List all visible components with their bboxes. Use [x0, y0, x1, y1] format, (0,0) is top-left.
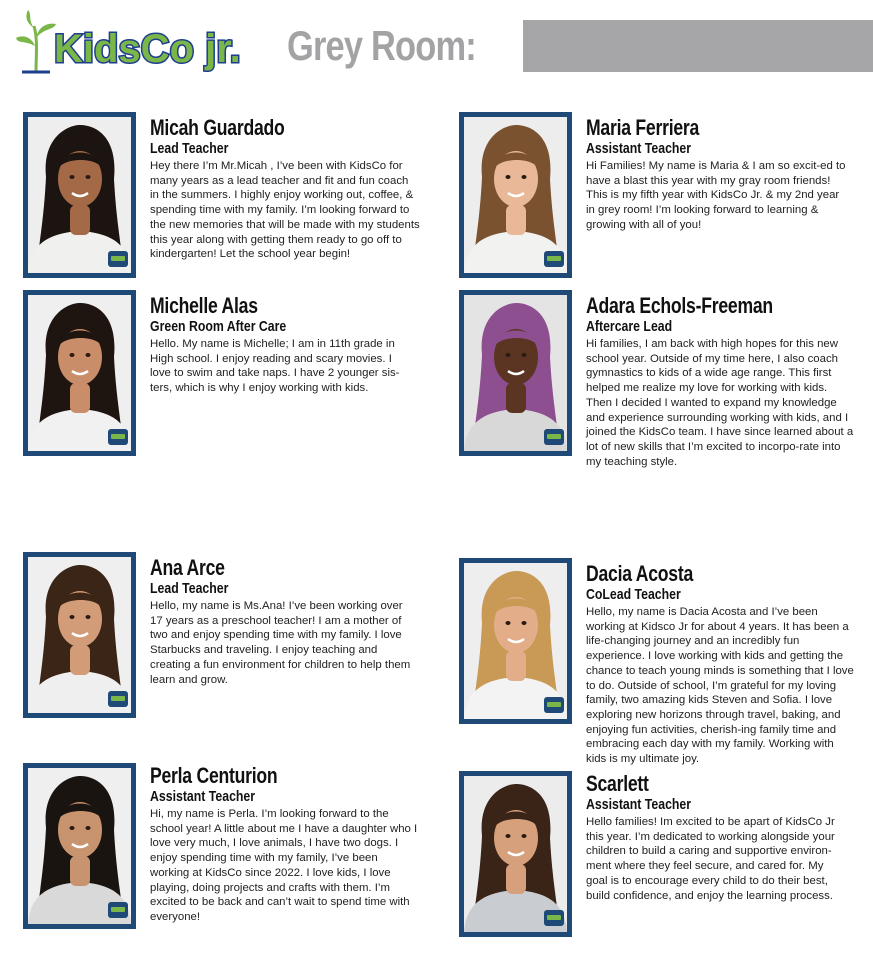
staff-role: CoLead Teacher — [586, 586, 681, 603]
staff-name: Perla Centurion — [150, 763, 278, 788]
staff-info — [150, 763, 420, 925]
staff-role: Assistant Teacher — [150, 788, 256, 805]
staff-name: Scarlett — [586, 771, 649, 796]
staff-photo — [459, 290, 572, 456]
portrait-icon — [464, 295, 567, 451]
staff-name: Adara Echols-Freeman — [586, 293, 773, 318]
portrait-icon — [464, 563, 567, 719]
staff-bio: Hello, my name is Ms.Ana! I’ve been working over 17 years as a preschool teacher! I am a mother of two and enjoy spending time with my family. I love Starbucks and traveling. I enjoy teaching and creating a fun environment for children to help them learn and grow. — [150, 600, 411, 686]
staff-info — [150, 115, 420, 262]
portrait-icon — [28, 768, 131, 924]
staff-info — [150, 555, 418, 687]
staff-role: Assistant Teacher — [586, 140, 692, 157]
staff-info — [586, 561, 854, 767]
staff-photo — [23, 552, 136, 718]
staff-photo — [23, 763, 136, 929]
staff-name: Micah Guardado — [150, 115, 285, 140]
staff-photo — [459, 558, 572, 724]
staff-bio: Hello families! Im excited to be apart of KidsCo Jr this year. I’m dedicated to working alongside your children to build a caring and supportive environ-ment where they feel secure, and cared for. My goal is to encourage every child to do their best, build confidence, and enjoy the learning process. — [586, 816, 835, 902]
staff-name: Maria Ferriera — [586, 115, 700, 140]
grey-banner — [523, 20, 873, 72]
staff-role: Lead Teacher — [150, 580, 229, 597]
staff-bio: Hey there I’m Mr.Micah , I’ve been with KidsCo for many years as a lead teacher and fit and fun coach in the summers. I highly enjoy working out, coffee, & spending time with my family. I’m looking forward to the new memories that will be made with my students this year along with getting them ready to go off to kindergarten! Let the school year begin! — [150, 160, 420, 261]
staff-bio: Hi families, I am back with high hopes for this new school year. Outside of my time here, I also coach gymnastics to kids of a wide age range. This first helped me realize my love for working with kids. Then I decided I wanted to expand my knowledge and experience surrounding working with kids, and I joined the KidsCo team. I have since learned about a lot of new skills that I’m excited to incorpo-rate into my teaching style. — [586, 338, 854, 468]
staff-photo — [23, 290, 136, 456]
kidsco-logo — [14, 10, 264, 80]
staff-name: Ana Arce — [150, 555, 225, 580]
portrait-icon — [28, 295, 131, 451]
portrait-icon — [28, 117, 131, 273]
staff-name: Dacia Acosta — [586, 561, 694, 586]
staff-bio: Hello, my name is Dacia Acosta and I’ve been working at Kidsco Jr for about 4 years. It has been a life-changing journey and an incredibly fun experience. I love working with kids and getting the chance to teach young minds is something that I love to do. Outside of school, I’m grateful for my loving family, two amazing kids Steven and Sofia. I love exploring new horizons through travel, baking, and enjoying fun activities, cherish-ing family time and embracing each day with my family. Working with kids is my ultimate joy. — [586, 606, 854, 766]
staff-info — [586, 771, 848, 903]
staff-photo — [459, 771, 572, 937]
portrait-icon — [464, 117, 567, 273]
header — [0, 0, 873, 90]
logo-text: KidsCo jr. — [54, 27, 241, 71]
staff-photo — [23, 112, 136, 278]
staff-role: Lead Teacher — [150, 140, 229, 157]
staff-info — [586, 293, 854, 469]
portrait-icon — [464, 776, 567, 932]
staff-name: Michelle Alas — [150, 293, 258, 318]
staff-info — [586, 115, 848, 233]
staff-role: Aftercare Lead — [586, 318, 673, 335]
staff-role: Green Room After Care — [150, 318, 287, 335]
staff-info — [150, 293, 408, 396]
staff-role: Assistant Teacher — [586, 796, 692, 813]
staff-bio: Hi Families! My name is Maria & I am so excit-ed to have a blast this year with my gray room friends! This is my fifth year with KidsCo Jr. & my 2nd year in grey room! I’m looking forward to learning & growing with all of you! — [586, 160, 846, 231]
staff-bio: Hello. My name is Michelle; I am in 11th grade in High school. I enjoy reading and scary movies. I love to swim and take naps. I have 2 younger sis-ters, which is why I enjoy working with kids. — [150, 338, 400, 395]
staff-bio: Hi, my name is Perla. I’m looking forward to the school year! A little about me I have a daughter who I love very much, I love animals, I have two dogs. I enjoy spending time with my family, I’ve been working at KidsCo since 2022. I love kids, I love playing, doing projects and crafts with them. I’m excited to be back and can’t wait to spend time with everyone! — [150, 808, 418, 923]
page-title: Grey Room: — [287, 22, 476, 69]
staff-photo — [459, 112, 572, 278]
portrait-icon — [28, 557, 131, 713]
